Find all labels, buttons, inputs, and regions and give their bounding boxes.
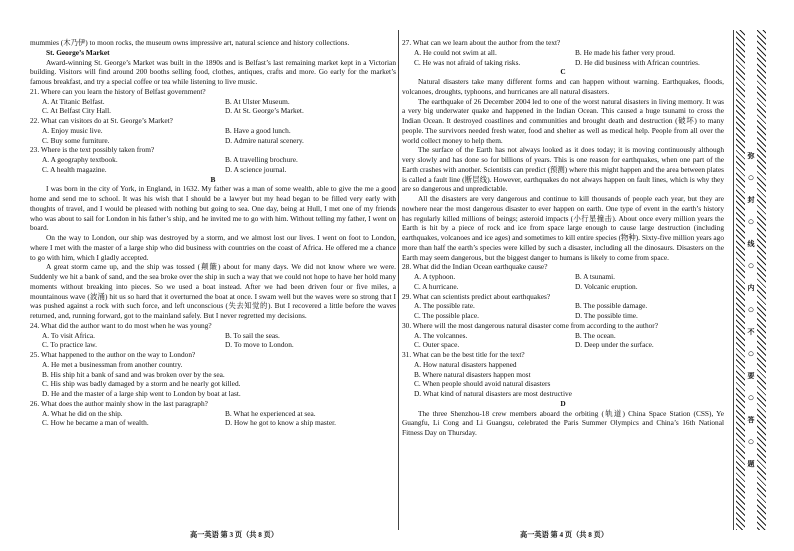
option-b: B. At Ulster Museum.	[225, 96, 290, 106]
option-c: C. A health magazine.	[42, 164, 107, 174]
seal-circle: ○	[747, 392, 755, 404]
section-d-heading: D	[560, 398, 566, 408]
question-stem: 21. Where can you learn the history of Belfast government?	[30, 86, 206, 96]
section-c-heading: C	[560, 67, 566, 77]
option-b: B. What he experienced at sea.	[225, 408, 316, 418]
seal-circle: ○	[747, 304, 755, 316]
option-b: B. The possible damage.	[575, 301, 648, 311]
question-stem: 29. What can scientists predict about earthquakes?	[402, 291, 551, 301]
page-footer-left: 高一英语 第 3 页（共 8 页）	[190, 531, 279, 539]
option-b: B. Have a good lunch.	[225, 125, 291, 135]
seal-char: 要	[747, 372, 755, 380]
section-b-heading: B	[210, 174, 216, 184]
option-a: A. At Titanic Belfast.	[42, 96, 105, 106]
question-28	[402, 262, 724, 291]
seal-char: 封	[747, 196, 755, 204]
option-a: A. How natural disasters happened	[414, 359, 517, 369]
passage-c-paragraph-4: All the disasters are very dangerous and continue to kill thousands of people each year, but they are nowhere near the most dangerous disaster to ever happen on earth. One type of event in the earth’s history has regularly killed millions of beings; asteroid impacts (小行星撞击). About once every million years the Earth is hit by a piece of rock and ice from space large enough to cause large destruction (including earthquakes, volcanoes and ice ages) and sometimes to kill entire species (物种). Sixty-five million years ago more than half the earth’s species were killed by such a disaster, including all the dinosaurs. Disasters on the Earth may seem dangerous, but the biggest danger to humans is likely to come from space.	[402, 194, 725, 262]
option-c: C. How he became a man of wealth.	[42, 418, 149, 428]
passage-c-paragraph-3: The surface of the Earth has not always looked as it does today; it is moving continuously although very slowly and has done so for billions of years. This is one reason for earthquakes, when one part of the Earth crashes with another. Scientists can predict (预测) where this might happen and the area between plates is called a fault line (断层线). However, earthquakes do not always happen on fault lines, which is why they are so dangerous and unpredictable.	[402, 145, 724, 194]
option-a: A. A typhoon.	[414, 272, 456, 281]
seal-char: 内	[747, 284, 755, 292]
seal-line-notice	[745, 145, 757, 475]
question-25	[30, 350, 396, 399]
question-31	[402, 350, 724, 399]
option-d: D. A science journal.	[225, 164, 287, 174]
left-page	[30, 38, 396, 428]
option-a: A. A geography textbook.	[42, 155, 118, 164]
binding-border-line	[733, 30, 734, 530]
page-footer-right: 高一英语 第 4 页（共 8 页）	[520, 531, 609, 539]
option-d: D. To move to London.	[225, 340, 294, 350]
option-c: C. When people should avoid natural disasters	[414, 379, 551, 389]
question-30	[402, 321, 724, 350]
seal-char: 答	[747, 416, 755, 424]
question-22	[30, 116, 396, 145]
option-d: D. The possible time.	[575, 311, 638, 320]
option-d: D. What kind of natural disasters are most destructive	[414, 389, 572, 398]
seal-char: 线	[747, 240, 755, 248]
seal-circle: ○	[747, 348, 755, 360]
option-d: D. He and the master of a large ship went to London by boat at last.	[42, 389, 241, 398]
seal-circle: ○	[747, 436, 755, 448]
option-c: C. The possible place.	[414, 311, 479, 320]
question-stem: 25. What happened to the author on the way to London?	[30, 350, 196, 359]
option-a: A. To visit Africa.	[42, 330, 95, 340]
option-c: C. He was not afraid of taking risks.	[414, 57, 521, 67]
seal-char: 不	[747, 328, 755, 336]
option-c: C. To practice law.	[42, 340, 97, 350]
option-d: D. Deep under the surface.	[575, 340, 654, 350]
passage-b-paragraph-1: I was born in the city of York, in England, in 1632. My father was a man of some wealth, able to give the me a good home and send me to school. It was his wish that I should be a lawyer but my head began to be filled very early with thoughts of travel, and I would be pleased with nothing but going to sea. One day, being at Hull, I met one of my friends who was about to sail for London in his father’s ship, and he invited me to go with him. Without telling my father, I went on board.	[30, 184, 396, 233]
option-d: D. At St. George’s Market.	[225, 106, 304, 116]
option-a: A. He could not swim at all.	[414, 47, 497, 57]
seal-char: 题	[747, 460, 755, 468]
option-b: B. He made his father very proud.	[575, 47, 675, 57]
option-b: B. A tsunami.	[575, 272, 615, 281]
option-c: C. At Belfast City Hall.	[42, 106, 111, 116]
passage-c-paragraph-1: Natural disasters take many different forms and can happen without warning. Earthquakes, floods, volcanoes, droughts, typhoons, and hurricanes are all natural disasters.	[402, 77, 724, 96]
option-b: B. A travelling brochure.	[225, 155, 298, 164]
question-21	[30, 87, 396, 116]
question-stem: 26. What does the author mainly show in the last paragraph?	[30, 398, 208, 408]
seal-circle: ○	[747, 216, 755, 228]
question-26	[30, 399, 396, 428]
right-page	[402, 38, 724, 438]
question-stem: 31. What can be the best title for the text?	[402, 350, 525, 359]
option-c: C. His ship was badly damaged by a storm and he nearly got killed.	[42, 379, 241, 389]
option-d: D. Volcanic eruption.	[575, 281, 638, 291]
question-24	[30, 321, 396, 350]
seal-char: 弥	[747, 152, 755, 160]
option-b: B. Where natural disasters happen most	[414, 369, 531, 379]
question-stem: 22. What can visitors do at St. George’s Market?	[30, 116, 173, 125]
passage-d-paragraph-1: The three Shenzhou-18 crew members aboard the orbiting (轨道) China Space Station (CSS), Ye Guangfu, Li Cong and Li Guangsu, celebrated the Paris Summer Olympics and China’s 16th National Fitness Day on Thursday.	[402, 408, 724, 437]
option-b: B. To sail the seas.	[225, 330, 280, 340]
st-george-paragraph: Award-winning St. George’s Market was built in the 1890s and is Belfast’s last remaining market kept in a Victorian building. Visitors will find around 200 booths selling food, clothes, antiques, crafts and more. Go early for the market’s famous breakfast, and try a special coffee or tea while listening to live music.	[30, 57, 396, 86]
seal-circle: ○	[747, 172, 755, 184]
intro-text: mummies (木乃伊) to moon rocks, the museum owns impressive art, natural science and history collections.	[30, 38, 350, 47]
option-c: C. A hurricane.	[414, 281, 459, 291]
passage-b-paragraph-3: A great storm came up, and the ship was tossed (颠簸) about for many days. We did not know where we were. Suddenly we hit a bank of sand, and the sea broke over the ship in such a way that we could not hope to have her hold many moments without breaking into pieces. So we used a boat instead. After we had been driven four or five miles, a mountainous wave (波涌) hit us so hard that it overturned the boat at once. I swam well but the waves were so strong that I was pushed against a rock with such force, and left unconscious (失去知觉的). But I recovered a little before the waves returned, and, running forward, got to the mainland safely. But I never regretted my decisions.	[30, 262, 396, 320]
seal-circle: ○	[747, 260, 755, 272]
option-a: A. The possible rate.	[414, 301, 475, 311]
option-a: A. Enjoy music live.	[42, 125, 103, 135]
option-d: D. Admire natural scenery.	[225, 135, 304, 145]
question-stem: 27. What can we learn about the author from the text?	[402, 38, 561, 47]
option-d: D. How he got to know a ship master.	[225, 418, 336, 428]
passage-c-paragraph-2: The earthquake of 26 December 2004 led to one of the worst natural disasters in living memory. It was a very big underwater quake and happened in the Indian Ocean. This caused a huge tsunami to cross the Indian Ocean. It destroyed coastlines and communities and brought death and destruction (破坏) to many people. The survivors needed fresh water, food and shelter as well as medical help. People from all over the world collect money to help them.	[402, 96, 724, 145]
question-29	[402, 292, 724, 321]
option-b: B. His ship hit a bank of sand and was broken over by the sea.	[42, 369, 225, 379]
page-divider	[398, 30, 399, 530]
question-27	[402, 38, 724, 67]
option-c: C. Outer space.	[414, 340, 460, 350]
st-george-heading: St. George’s Market	[46, 47, 110, 57]
option-c: C. Buy some furniture.	[42, 135, 110, 145]
question-stem: 24. What did the author want to do most when he was young?	[30, 320, 212, 330]
option-d: D. He did business with African countries.	[575, 57, 700, 67]
passage-b-paragraph-2: On the way to London, our ship was destroyed by a storm, and we almost lost our lives. I went on foot to London, where I met with the master of a large ship who did business with countries on the coast of Africa. He offered me a chance to go with him, which I gladly accepted.	[30, 233, 396, 262]
question-stem: 28. What did the Indian Ocean earthquake cause?	[402, 262, 548, 272]
question-stem: 23. Where is the text possibly taken from?	[30, 145, 155, 155]
question-stem: 30. Where will the most dangerous natural disaster come from according to the author?	[402, 320, 658, 330]
question-23	[30, 145, 396, 174]
option-a: A. He met a businessman from another country.	[42, 359, 183, 369]
option-a: A. The volcannes.	[414, 330, 468, 340]
option-a: A. What he did on the ship.	[42, 408, 123, 418]
option-b: B. The ocean.	[575, 330, 616, 340]
